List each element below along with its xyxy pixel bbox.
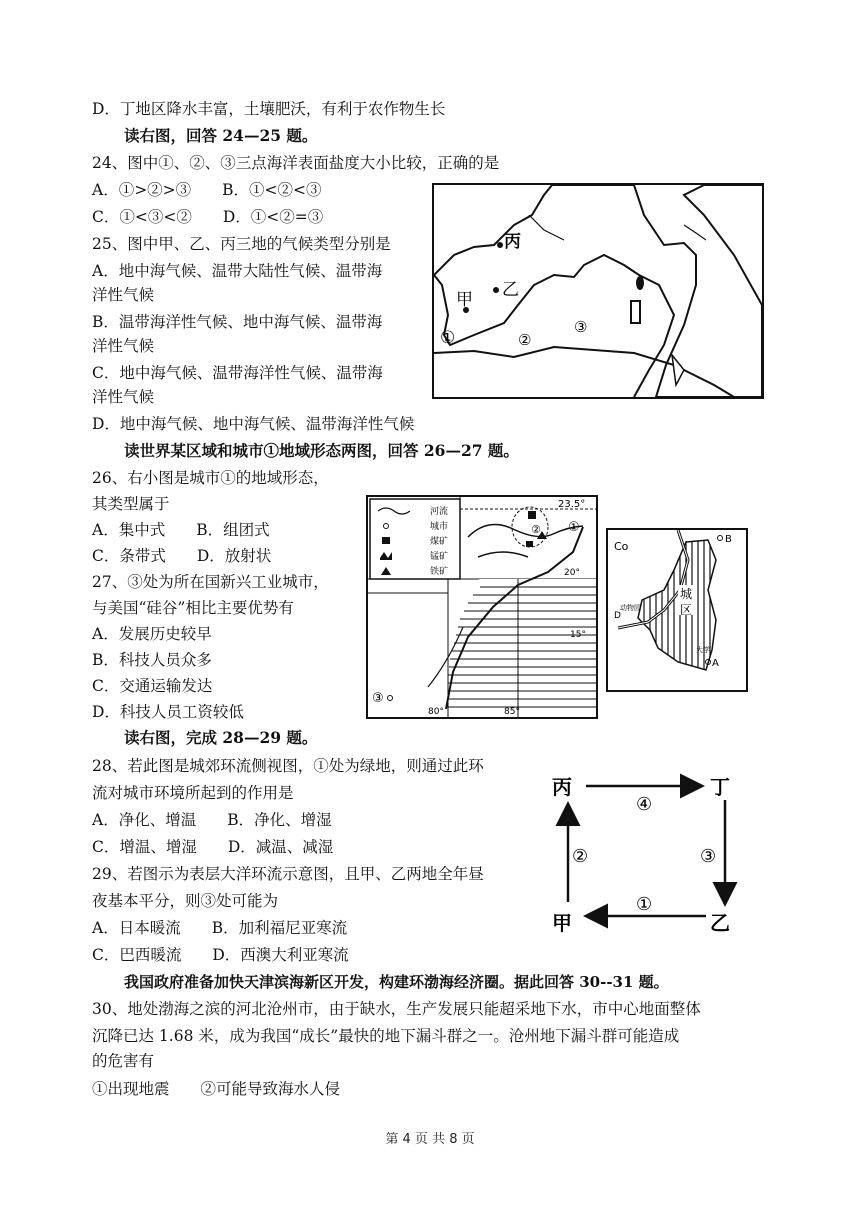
legend-manganese: 锰矿 [430,552,449,562]
question-27-cont: 与美国“硅谷”相比主要优势有 [92,599,294,617]
city-2: ② [531,523,541,536]
city-form-map-svg [608,530,746,690]
point-2: ② [518,331,532,349]
corner-yi: 乙 [710,911,730,935]
option-27-b: B．科技人员众多 [92,651,212,669]
instruction-26-27: 读世界某区域和城市①地域形态两图，回答 26—27 题。 [124,441,519,460]
option-25-a: A．地中海气候、温带大陆性气候、温带海 [92,262,383,280]
city-form-map [606,528,748,692]
arrow-label-3: ③ [700,846,717,867]
region-map-svg [368,497,596,717]
point-3: ③ [574,318,588,336]
corsica-island [636,276,644,290]
option-27-c: C．交通运输发达 [92,677,213,695]
city-area [638,530,716,690]
option-25-b-cont: 洋性气候 [92,337,155,355]
sardinia-island [631,301,640,323]
city-3: ③ [372,691,384,706]
question-26-cont: 其类型属于 [92,495,170,513]
instruction-30-31: 我国政府准备加快天津滨海新区开发，构建环渤海经济圈。据此回答 30--31 题。 [124,973,669,991]
option-25-b: B．温带海洋性气候、地中海气候、温带海 [92,313,383,331]
question-28-cont: 流对城市环境所起到的作用是 [92,784,294,802]
region-map [366,495,598,719]
lat-20: 20° [564,568,580,578]
lon-85: 85° [504,707,520,717]
options-28-ab: A．净化、增温 B．净化、增湿 [92,811,332,829]
mediterranean-map-svg [434,185,762,397]
options-26-ab: A．集中式 B．组团式 [92,521,270,539]
statements-30: ①出现地震 ②可能导致海水人侵 [92,1080,341,1098]
option-25-a-cont: 洋性气候 [92,286,155,304]
options-29-ab: A．日本暖流 B．加利福尼亚寒流 [92,919,348,937]
lon-80: 80° [428,707,444,717]
legend-river: 河流 [430,507,449,517]
label-a: A [712,658,719,669]
options-24-ab: A．①>②>③ B．①<②<③ [92,181,322,199]
options-26-cd: C．条带式 D．放射状 [92,547,272,565]
option-25-c: C．地中海气候、温带海洋性气候、温带海 [92,364,383,382]
label-bing: 丙 [504,232,521,252]
label-b: B [725,534,732,545]
question-26: 26、右小图是城市①的地域形态， [92,469,329,487]
question-30: 30、地处渤海之滨的河北沧州市，由于缺水，生产发展只能超采地下水，市中心地面整体 [92,1000,701,1018]
label-district: 区 [680,603,693,617]
question-29: 29、若图示为表层大洋环流示意图，且甲、乙两地全年昼 [92,865,484,883]
option-25-c-cont: 洋性气候 [92,388,155,406]
label-university: 大学 [696,646,710,654]
question-24: 24、图中①、②、③三点海洋表面盐度大小比较，正确的是 [92,154,500,172]
page-footer: 第 4 页 共 8 页 [385,1132,475,1147]
label-co: Co [614,540,629,553]
lat-15: 15° [570,630,586,640]
option-27-a: A．发展历史较早 [92,625,212,643]
question-29-cont: 夜基本平分，则③处可能为 [92,892,279,910]
option-25-d: D．地中海气候、地中海气候、温带海洋性气候 [92,415,415,433]
legend-coal: 煤矿 [430,537,449,547]
lat-23-5: 23.5° [558,499,586,510]
legend-iron: 铁矿 [430,567,449,577]
corner-jia: 甲 [552,911,572,935]
corner-bing: 丙 [552,775,572,799]
sea-hatching [448,579,596,709]
label-yi: 乙 [502,280,519,300]
arrow-label-4: ④ [636,794,653,815]
instruction-24-25: 读右图，回答 24—25 题。 [124,126,318,145]
label-zoo: 动物园 [620,604,641,612]
question-27: 27、③处为所在国新兴工业城市， [92,573,329,591]
question-28: 28、若此图是城郊环流侧视图，①处为绿地，则通过此环 [92,757,484,775]
label-d: D [614,611,621,621]
point-1: ① [440,328,456,348]
corner-ding: 丁 [710,775,730,799]
mediterranean-map [432,183,764,399]
circulation-diagram-svg [540,770,740,940]
question-25: 25、图中甲、乙、丙三地的气候类型分别是 [92,235,391,253]
label-city: 城 [680,587,693,601]
legend-city: 城市 [430,522,449,532]
arrow-label-2: ② [572,846,589,867]
options-29-cd: C．巴西暖流 D．西澳大利亚寒流 [92,946,349,964]
option-d-q23: D．丁地区降水丰富，土壤肥沃，有利于农作物生长 [92,100,446,118]
option-27-d: D．科技人员工资较低 [92,703,244,721]
city-1: ① [568,520,580,535]
instruction-28-29: 读右图，完成 28—29 题。 [124,728,318,747]
arrow-label-1: ① [636,894,653,915]
circulation-diagram [540,770,740,940]
label-jia: 甲 [456,290,473,310]
options-24-cd: C．①<③<② D．①<②=③ [92,208,324,226]
question-30-cont2: 的危害有 [92,1052,155,1070]
options-28-cd: C．增温、增湿 D．减温、减湿 [92,838,334,856]
question-30-cont: 沉降已达 1.68 米，成为我国“成长”最快的地下漏斗群之一。沧州地下漏斗群可能造成 [92,1027,680,1045]
